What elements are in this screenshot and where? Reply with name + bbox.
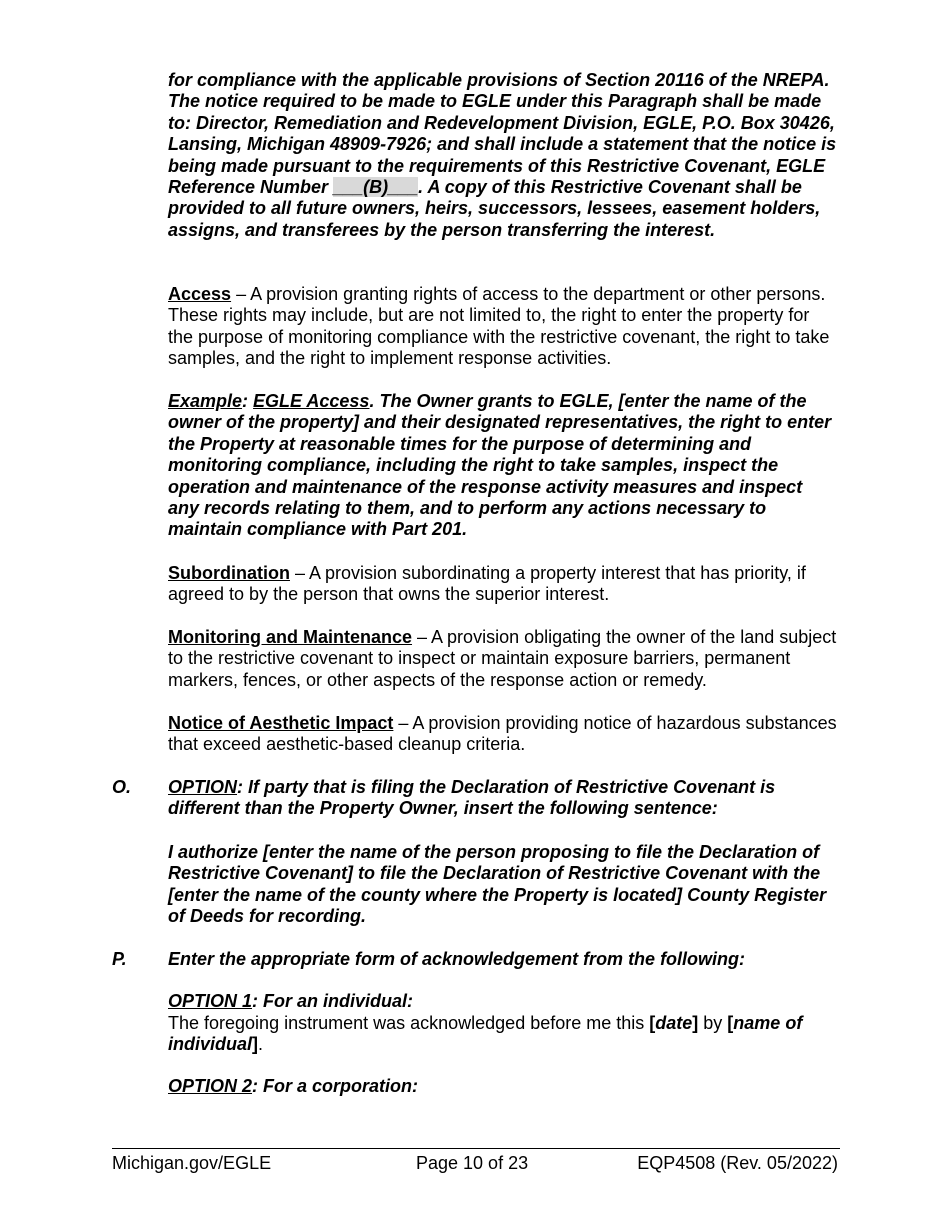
example-heading: EGLE Access xyxy=(253,391,370,411)
option2-heading xyxy=(168,1076,838,1097)
section-o-letter: O. xyxy=(112,777,132,797)
ack-by: by xyxy=(698,1013,728,1033)
acknowledgement-sentence xyxy=(168,1013,838,1056)
section-o-option-text: : If party that is filing the Declaration of Restrictive Covenant is different than the Property Owner, insert the following sentence: xyxy=(168,777,776,819)
ack-bracket-open: [ xyxy=(649,1013,656,1033)
access-text: – A provision granting rights of access to the department or other persons. These rights may include, but are not limited to, the right to enter the property for the purpose of monitoring compliance with the restrictive covenant, the right to take samples, and the right to implement response activities. xyxy=(168,284,830,369)
subordination-term: Subordination xyxy=(168,563,290,583)
option1-heading xyxy=(168,991,838,1012)
section-p-letter: P. xyxy=(112,949,127,969)
subordination-text: – A provision subordinating a property interest that has priority, if agreed to by the person that owns the superior interest. xyxy=(168,563,806,605)
monitoring-text: – A provision obligating the owner of the land subject to the restrictive covenant to inspect or maintain exposure barriers, permanent markers, fences, or other aspects of the response action or remedy. xyxy=(168,627,837,690)
monitoring-paragraph xyxy=(168,627,838,691)
section-o-option-label: OPTION xyxy=(168,777,238,797)
section-o-option xyxy=(168,777,838,820)
option1-text: : For an individual: xyxy=(252,991,414,1011)
notice-paragraph xyxy=(168,70,838,241)
ack-date-placeholder: date xyxy=(655,1013,693,1033)
access-paragraph xyxy=(168,284,838,370)
notice-text-part2: . A copy of this Restrictive Covenant shall be provided to all future owners, heirs, successors, lessees, easement holders, assigns, and transferees by the person transferring the interest. xyxy=(168,177,821,240)
footer-website: Michigan.gov/EGLE xyxy=(112,1153,272,1173)
example-colon: : xyxy=(242,391,254,411)
ack-text-part1: The foregoing instrument was acknowledged before me this xyxy=(168,1013,650,1033)
aesthetic-text: – A provision providing notice of hazardous substances that exceed aesthetic-based cleanup criteria. xyxy=(168,713,837,755)
notice-text-part1: for compliance with the applicable provisions of Section 20116 of the NREPA. The notice required to be made to EGLE under this Paragraph shall be made to: Director, Remediation and Redevelopment Division, EGLE, P.O. Box 30426, Lansing, Michigan 48909-7926; and shall include a statement that the notice is being made pursuant to the requirements of this Restrictive Covenant, EGLE Reference Number xyxy=(168,70,837,198)
example-paragraph xyxy=(168,391,838,541)
option2-label: OPTION 2 xyxy=(168,1076,253,1096)
monitoring-term: Monitoring and Maintenance xyxy=(168,627,413,647)
ack-name-placeholder: name of individual xyxy=(168,1013,803,1055)
aesthetic-paragraph xyxy=(168,713,838,756)
example-text: . The Owner grants to EGLE, [enter the name of the owner of the property] and their designated representatives, the right to enter the Property at reasonable times for the purpose of determining and monitoring compliance, including the right to take samples, inspect the operation and maintenance of the response activity measures and inspect any records relating to them, and to perform any actions necessary to maintain compliance with Part 201. xyxy=(168,391,832,540)
option2-text: : For a corporation: xyxy=(252,1076,419,1096)
ack-bracket-open-2: [ xyxy=(727,1013,734,1033)
subordination-paragraph xyxy=(168,563,838,606)
egle-reference-number-field[interactable]: ___(B)___ xyxy=(333,177,419,198)
footer-form-number: EQP4508 (Rev. 05/2022) xyxy=(637,1153,838,1173)
ack-bracket-close: ] xyxy=(692,1013,699,1033)
footer-divider xyxy=(112,1148,840,1149)
option1-label: OPTION 1 xyxy=(168,991,253,1011)
ack-end: . xyxy=(258,1034,264,1055)
access-term: Access xyxy=(168,284,232,304)
section-p-heading: Enter the appropriate form of acknowledgement from the following: xyxy=(168,949,746,969)
ack-bracket-close-2: ] xyxy=(252,1034,259,1055)
example-label: Example xyxy=(168,391,243,411)
footer-page-number: Page 10 of 23 xyxy=(416,1153,529,1173)
section-o-authorize-paragraph: I authorize [enter the name of the person proposing to file the Declaration of Restrictive Covenant] to file the Declaration of Restrictive Covenant with the [enter the name of the county where the Property is located] County Register of Deeds for recording. xyxy=(168,842,827,927)
aesthetic-term: Notice of Aesthetic Impact xyxy=(168,713,394,733)
